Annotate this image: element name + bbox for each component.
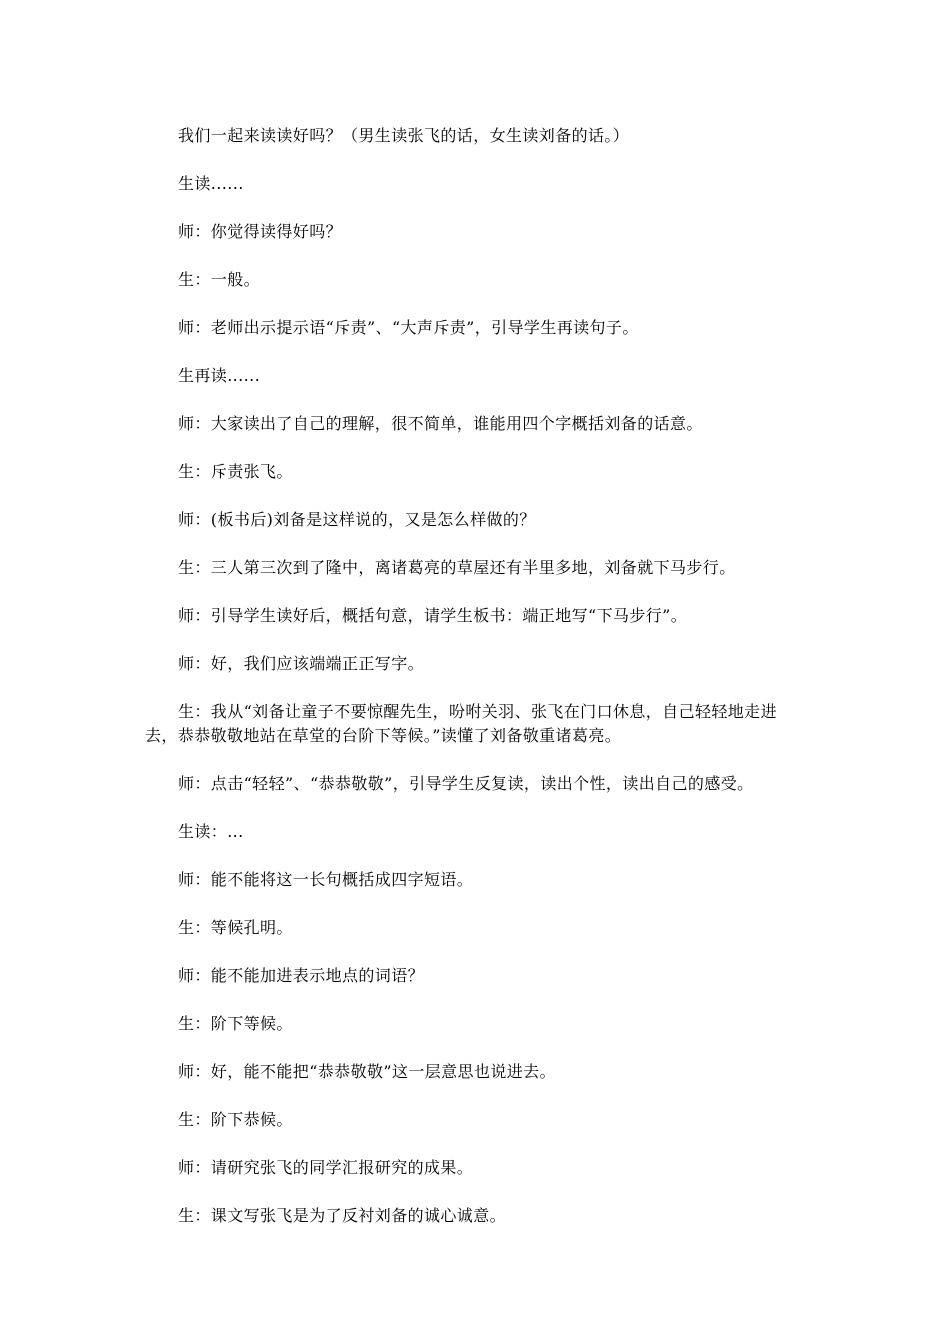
paragraph: 师：请研究张飞的同学汇报研究的成果。 <box>178 1158 474 1177</box>
paragraph: 师：能不能将这一长句概括成四字短语。 <box>178 870 474 889</box>
paragraph: 生：课文写张飞是为了反衬刘备的诚心诚意。 <box>178 1206 507 1225</box>
paragraph: 师：你觉得读得好吗？ <box>178 222 343 241</box>
paragraph: 师：点击“轻轻”、“恭恭敬敬”，引导学生反复读，读出个性，读出自己的感受。 <box>178 774 754 793</box>
paragraph: 生：我从“刘备让童子不要惊醒先生，吩咐关羽、张飞在门口休息，自己轻轻地走进去，恭恭敬敬地站在草堂的台阶下等候。”读懂了刘备敬重诸葛亮。 <box>145 702 777 745</box>
paragraph: 生：斥责张飞。 <box>178 462 293 481</box>
paragraph: 师：(板书后)刘备是这样说的，又是怎么样做的？ <box>178 510 536 529</box>
paragraph: 生：阶下等候。 <box>178 1014 293 1033</box>
paragraph: 生：三人第三次到了隆中，离诸葛亮的草屋还有半里多地，刘备就下马步行。 <box>178 558 736 577</box>
paragraph: 生：阶下恭候。 <box>178 1110 293 1129</box>
paragraph: 生：等候孔明。 <box>178 918 293 937</box>
paragraph: 师：大家读出了自己的理解，很不简单，谁能用四个字概括刘备的话意。 <box>178 414 703 433</box>
paragraph: 生读：... <box>178 822 244 841</box>
paragraph: 生读...... <box>178 174 244 193</box>
paragraph: 我们一起来读读好吗？（男生读张飞的话，女生读刘备的话。） <box>178 126 630 145</box>
paragraph: 师：好，我们应该端端正正写字。 <box>178 654 425 673</box>
paragraph: 师：老师出示提示语“斥责”、“大声斥责”，引导学生再读句子。 <box>178 318 639 337</box>
document-body <box>145 124 807 1252</box>
paragraph: 师：引导学生读好后，概括句意，请学生板书：端正地写“下马步行”。 <box>178 606 688 625</box>
paragraph: 生：一般。 <box>178 270 261 289</box>
paragraph: 生再读...... <box>178 366 261 385</box>
paragraph: 师：好，能不能把“恭恭敬敬”这一层意思也说进去。 <box>178 1062 556 1081</box>
paragraph: 师：能不能加进表示地点的词语？ <box>178 966 425 985</box>
